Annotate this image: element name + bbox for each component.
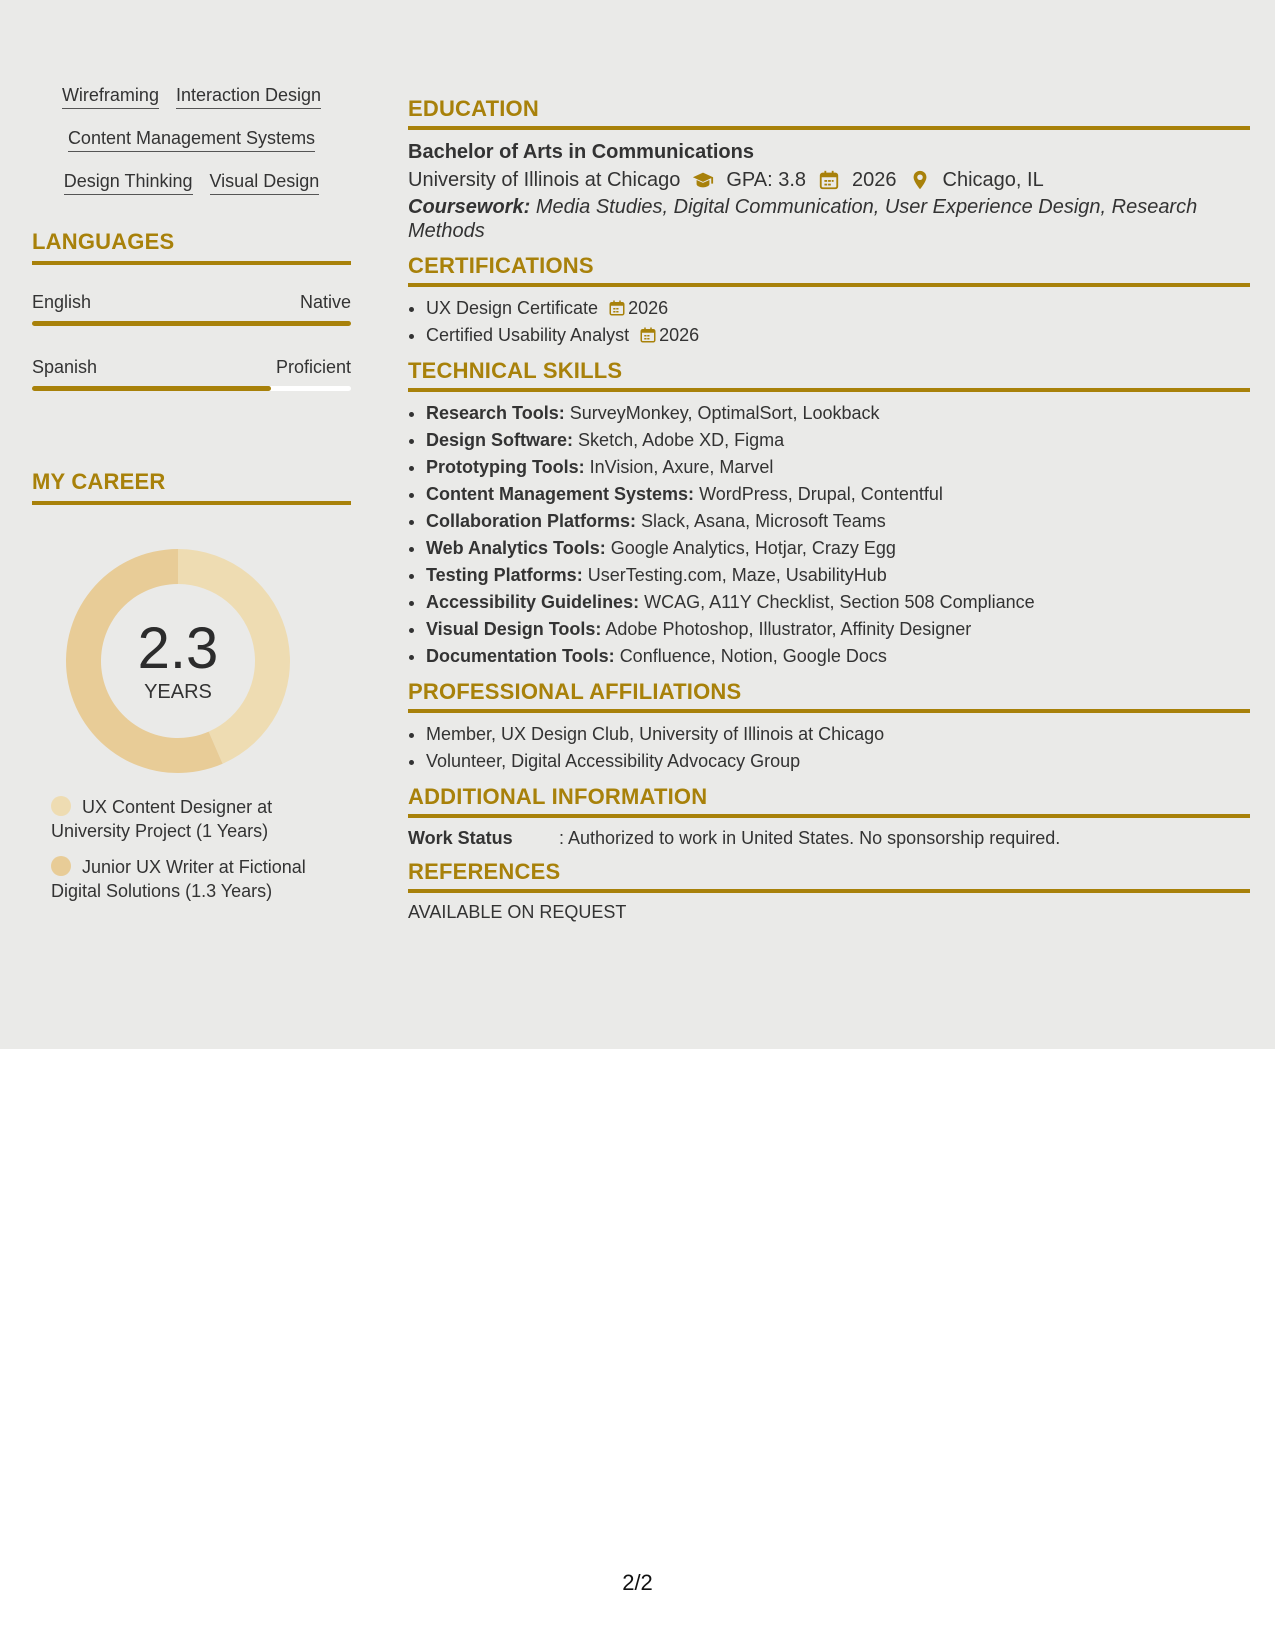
career-title: MY CAREER <box>32 469 351 505</box>
skill-value: Slack, Asana, Microsoft Teams <box>641 511 886 531</box>
language-bar-fill <box>32 321 351 326</box>
certification-year: 2026 <box>659 325 700 345</box>
skill-value: UserTesting.com, Maze, UsabilityHub <box>587 565 887 585</box>
skill-tag: Content Management Systems <box>68 127 315 152</box>
work-status <box>408 826 1250 850</box>
skill-label: Testing Platforms: <box>426 565 583 585</box>
language-name: Spanish <box>32 357 98 377</box>
right-column <box>408 96 1250 932</box>
list-item <box>426 400 1250 427</box>
list-item <box>426 589 1250 616</box>
language-level: Proficient <box>275 357 351 377</box>
languages-section <box>32 229 351 391</box>
language-name: English <box>32 292 92 312</box>
skill-value: SurveyMonkey, OptimalSort, Lookback <box>569 403 880 423</box>
skill-label: Prototyping Tools: <box>426 457 585 477</box>
legend-dot <box>51 856 71 876</box>
donut-center <box>66 549 290 773</box>
skill-value: Adobe Photoshop, Illustrator, Affinity Designer <box>605 619 972 639</box>
education-title: EDUCATION <box>408 96 1250 130</box>
graduation-cap-icon <box>692 169 714 191</box>
list-item <box>426 454 1250 481</box>
coursework-label: Coursework: <box>408 196 531 218</box>
legend-label: Junior UX Writer at Fictional Digital Solutions (1.3 Years) <box>51 857 306 901</box>
list-item <box>426 322 1250 349</box>
references-section <box>408 859 1250 923</box>
affiliations-section <box>408 679 1250 775</box>
school-location: Chicago, IL <box>942 169 1044 191</box>
additional-info-section <box>408 784 1250 850</box>
calendar-icon <box>608 299 626 317</box>
skill-label: Content Management Systems: <box>426 484 695 504</box>
career-section <box>32 469 351 903</box>
list-item <box>426 508 1250 535</box>
work-status-value: : Authorized to work in United States. No sponsorship required. <box>559 828 1061 848</box>
page-number: 2/2 <box>622 1570 653 1595</box>
skill-tag: Design Thinking <box>64 170 193 195</box>
certifications-section <box>408 253 1250 349</box>
skill-tag: Interaction Design <box>176 84 321 109</box>
legend-item <box>51 795 331 843</box>
work-status-label: Work Status <box>408 828 513 848</box>
skill-label: Visual Design Tools: <box>426 619 602 639</box>
skill-value: Sketch, Adobe XD, Figma <box>578 430 785 450</box>
career-chart <box>32 505 351 775</box>
school-name: University of Illinois at Chicago <box>408 169 681 191</box>
coursework-text: Media Studies, Digital Communication, User Experience Design, Research Methods <box>408 196 1198 242</box>
education-meta <box>408 165 1250 195</box>
skill-value: InVision, Axure, Marvel <box>589 457 774 477</box>
list-item <box>426 295 1250 322</box>
skill-value: WCAG, A11Y Checklist, Section 508 Compliance <box>644 592 1035 612</box>
career-total-years: 2.3 <box>137 615 219 681</box>
additional-info-title: ADDITIONAL INFORMATION <box>408 784 1250 818</box>
graduation-year: 2026 <box>852 169 897 191</box>
skill-tag: Visual Design <box>210 170 320 195</box>
coursework <box>408 195 1250 243</box>
skill-label: Design Software: <box>426 430 574 450</box>
skill-label: Documentation Tools: <box>426 646 615 666</box>
certification-year: 2026 <box>628 298 669 318</box>
list-item <box>426 643 1250 670</box>
list-item: • Member, UX Design Club, University of Illinois at Chicago <box>426 721 1250 748</box>
legend-dot <box>51 796 71 816</box>
affiliations-list <box>408 721 1250 775</box>
language-level: Native <box>299 292 351 312</box>
certification-name: UX Design Certificate <box>426 298 599 318</box>
career-legend <box>32 795 351 903</box>
map-pin-icon <box>909 169 931 191</box>
gpa: GPA: 3.8 <box>726 169 807 191</box>
technical-skills-section <box>408 358 1250 670</box>
list-item <box>426 427 1250 454</box>
left-column <box>32 84 351 915</box>
career-years-unit: YEARS <box>144 680 212 703</box>
language-bar <box>32 386 351 391</box>
skill-tag: Wireframing <box>62 84 159 109</box>
skill-label: Web Analytics Tools: <box>426 538 606 558</box>
language-bar-fill <box>32 386 271 391</box>
list-item <box>426 616 1250 643</box>
certification-name: Certified Usability Analyst <box>426 325 630 345</box>
skill-label: Research Tools: <box>426 403 565 423</box>
list-item <box>426 562 1250 589</box>
legend-item <box>51 855 331 903</box>
affiliations-title: PROFESSIONAL AFFILIATIONS <box>408 679 1250 713</box>
list-item: • Volunteer, Digital Accessibility Advocacy Group <box>426 748 1250 775</box>
references-text: AVAILABLE ON REQUEST <box>408 902 627 922</box>
legend-label: UX Content Designer at University Project (1 Years) <box>51 797 273 841</box>
calendar-icon <box>639 326 657 344</box>
languages-title: LANGUAGES <box>32 229 351 265</box>
list-item <box>426 481 1250 508</box>
language-bar <box>32 321 351 326</box>
skill-value: Google Analytics, Hotjar, Crazy Egg <box>610 538 896 558</box>
skill-label: Accessibility Guidelines: <box>426 592 640 612</box>
certifications-list <box>408 295 1250 349</box>
skill-value: WordPress, Drupal, Contentful <box>699 484 943 504</box>
skills-tags <box>32 84 351 195</box>
education-section <box>408 96 1250 243</box>
skill-value: Confluence, Notion, Google Docs <box>619 646 887 666</box>
language-item <box>32 291 351 326</box>
skills-tag-row <box>32 84 351 109</box>
language-item <box>32 356 351 391</box>
references-title: REFERENCES <box>408 859 1250 893</box>
skill-label: Collaboration Platforms: <box>426 511 637 531</box>
technical-skills-list <box>408 400 1250 670</box>
skills-tag-row <box>32 127 351 152</box>
degree-title: Bachelor of Arts in Communications <box>408 141 754 163</box>
technical-skills-title: TECHNICAL SKILLS <box>408 358 1250 392</box>
skills-tag-row <box>32 170 351 195</box>
list-item <box>426 535 1250 562</box>
certifications-title: CERTIFICATIONS <box>408 253 1250 287</box>
calendar-icon <box>818 169 840 191</box>
